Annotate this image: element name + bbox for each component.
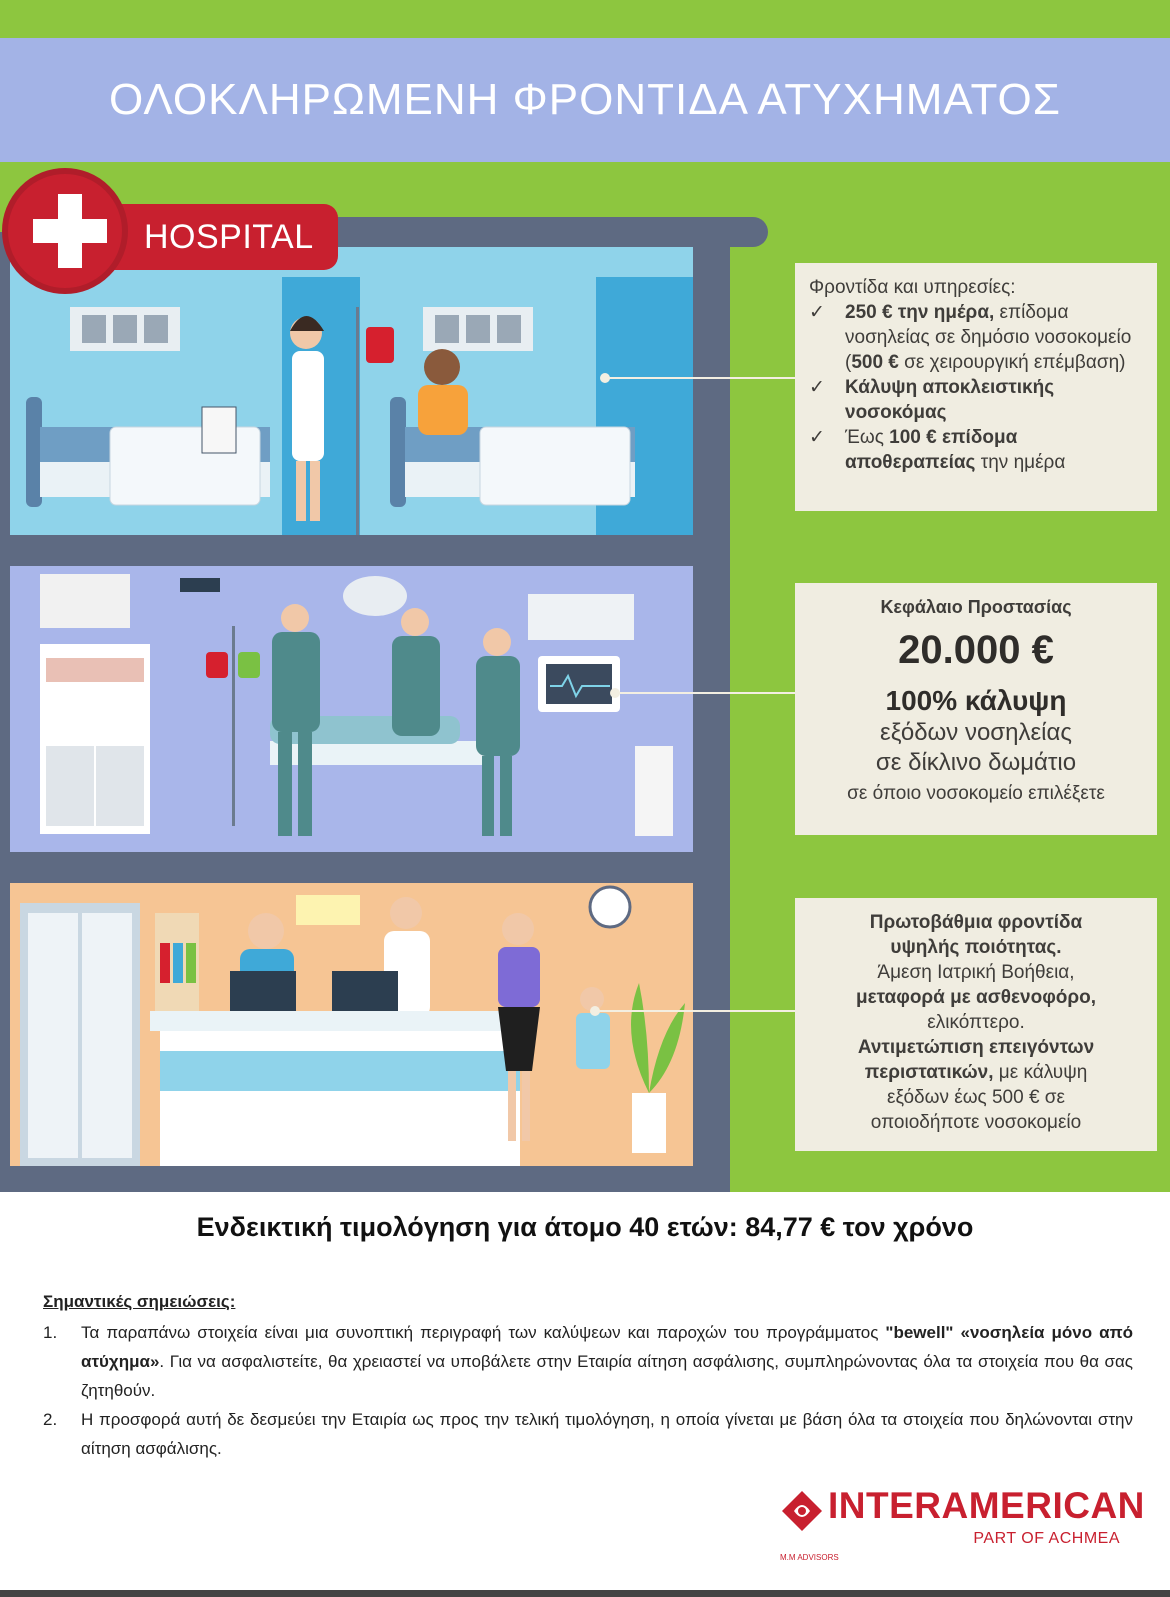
hospital-label: HOSPITAL bbox=[144, 217, 314, 256]
note-2-text: Η προσφορά αυτή δε δεσμεύει την Εταιρία ως προς την τελική τιμολόγηση, η οποία γίνεται με βάση όλα τα στοιχεία που δηλώνονται στην αίτηση ασφάλισης. bbox=[81, 1410, 1133, 1458]
note-1-part-a: Τα παραπάνω στοιχεία είναι μια συνοπτική περιγραφή των καλύψεων και παροχών του προγράμματος bbox=[81, 1323, 886, 1342]
care-item-1-bold: 250 € την ημέρα, bbox=[845, 302, 995, 323]
note-2-number: 2. bbox=[43, 1410, 58, 1429]
coverage-line-1: εξόδων νοσηλείας bbox=[880, 719, 1072, 746]
primary-care-line-6: Αντιμετώπιση επειγόντων bbox=[857, 1037, 1095, 1058]
connector-line-3 bbox=[595, 1010, 795, 1012]
care-item-2-text: Κάλυψη αποκλειστικής νοσοκόμας bbox=[845, 377, 1055, 423]
interamerican-logo bbox=[770, 1483, 1145, 1573]
coverage-percent: 100% κάλυψη bbox=[885, 685, 1067, 716]
checkmark-icon: ✓ bbox=[809, 427, 825, 448]
reception-scene-illustration bbox=[10, 883, 693, 1166]
reception-floor-illustration bbox=[10, 883, 693, 1166]
connector-line-2 bbox=[615, 692, 795, 694]
primary-care-line-7-bold: περιστατικών, bbox=[864, 1062, 994, 1083]
logo-name: INTERAMERICAN bbox=[828, 1485, 1145, 1526]
ward-scene-illustration bbox=[10, 247, 693, 535]
top-green-strip bbox=[0, 0, 1170, 38]
indicative-price: Ενδεικτική τιμολόγηση για άτομο 40 ετών: 84,77 € τον χρόνο bbox=[196, 1212, 974, 1242]
primary-care-box bbox=[795, 898, 1157, 1151]
cross-horizontal-bar bbox=[33, 219, 107, 243]
surgery-floor-illustration bbox=[10, 566, 693, 852]
logo-subtitle: PART OF ACHMEA bbox=[973, 1530, 1120, 1547]
notes-title: Σημαντικές σημειώσεις: bbox=[43, 1292, 236, 1311]
care-item-3-bold: 100 € επίδομα αποθεραπείας bbox=[845, 427, 1018, 473]
care-item-1-part2: σε χειρουργική επέμβαση) bbox=[898, 352, 1126, 373]
hospital-cross-icon bbox=[2, 168, 128, 294]
note-2 bbox=[43, 1405, 1133, 1463]
care-item-3-text bbox=[845, 425, 1143, 475]
coverage-line-3: σε όποιο νοσοκομείο επιλέξετε bbox=[847, 783, 1105, 804]
logo-fine-print: M.M ADVISORS bbox=[780, 1553, 839, 1562]
care-item-3-part2: την ημέρα bbox=[975, 452, 1066, 473]
care-services-heading: Φροντίδα και υπηρεσίες: bbox=[809, 277, 1016, 298]
checkmark-icon: ✓ bbox=[809, 377, 825, 398]
page-title: ΟΛΟΚΛΗΡΩΜΕΝΗ ΦΡΟΝΤΙΔΑ ΑΤΥΧΗΜΑΤΟΣ bbox=[109, 75, 1061, 124]
care-item-2 bbox=[809, 375, 1143, 425]
note-1-number: 1. bbox=[43, 1323, 58, 1342]
primary-care-line-7 bbox=[795, 1060, 1157, 1085]
title-band bbox=[0, 38, 1170, 162]
important-notes bbox=[43, 1287, 1133, 1463]
note-1 bbox=[43, 1318, 1133, 1405]
care-item-1 bbox=[809, 300, 1143, 375]
protection-capital-amount: 20.000 € bbox=[898, 628, 1054, 672]
care-item-3-part: Έως bbox=[845, 427, 890, 448]
care-item-3 bbox=[809, 425, 1143, 475]
bottom-rule bbox=[0, 1590, 1170, 1597]
care-item-1-bold2: 500 € bbox=[851, 352, 899, 373]
primary-care-line-4: μεταφορά με ασθενοφόρο, bbox=[855, 987, 1097, 1008]
primary-care-line-2: υψηλής ποιότητας. bbox=[890, 937, 1062, 958]
connector-line-1 bbox=[605, 377, 795, 379]
coverage-line-2: σε δίκλινο δωμάτιο bbox=[875, 749, 1077, 776]
care-item-1-text bbox=[845, 300, 1143, 375]
primary-care-line-5: ελικόπτερο. bbox=[927, 1012, 1025, 1033]
care-services-box bbox=[795, 263, 1157, 511]
primary-care-line-8: εξόδων έως 500 € σε bbox=[887, 1087, 1065, 1108]
surgery-scene-illustration bbox=[10, 566, 693, 852]
note-1-bold: "bewell" «νοσηλεία μόνο από ατύχημα» bbox=[81, 1323, 1133, 1371]
primary-care-line-3: Άμεση Ιατρική Βοήθεια, bbox=[877, 962, 1075, 983]
ward-floor-illustration bbox=[10, 247, 693, 535]
primary-care-line-9: οποιοδήποτε νοσοκομείο bbox=[870, 1112, 1082, 1133]
checkmark-icon: ✓ bbox=[809, 302, 825, 323]
note-1-part-b: . Για να ασφαλιστείτε, θα χρειαστεί να υποβάλετε στην Εταιρία αίτηση ασφάλισης, συμπληρώνοντας όλα τα στοιχεία που θα σας ζητηθούν. bbox=[81, 1352, 1133, 1400]
primary-care-line-7-part: με κάλυψη bbox=[993, 1062, 1088, 1083]
note-1-text bbox=[81, 1318, 1133, 1405]
protection-capital-label: Κεφάλαιο Προστασίας bbox=[880, 597, 1072, 617]
interamerican-mark-icon bbox=[780, 1489, 824, 1533]
primary-care-line-1: Πρωτοβάθμια φροντίδα bbox=[869, 912, 1083, 933]
protection-capital-box bbox=[795, 583, 1157, 835]
care-item-1-part: επίδομα νοσηλείας σε δημόσιο νοσοκομείο ( bbox=[845, 302, 1132, 373]
